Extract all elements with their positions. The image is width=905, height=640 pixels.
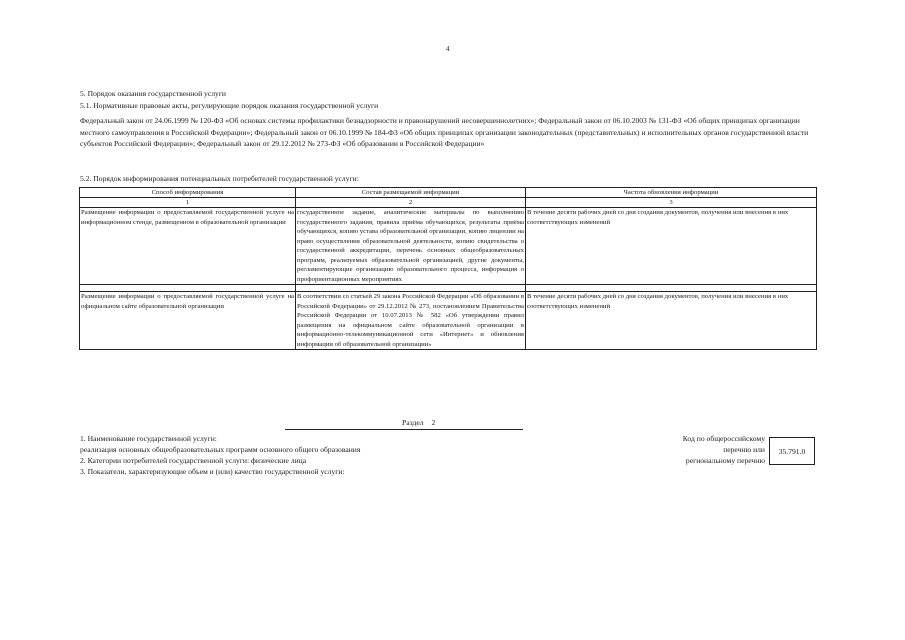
- section-heading: [402, 418, 435, 427]
- table-spacer-row: [80, 285, 817, 292]
- informing-table: [79, 187, 817, 350]
- table-header-row: [80, 188, 817, 198]
- service-name-value: реализация основных общеобразовательных программ основного общего образования: [80, 445, 361, 454]
- registry-code: 35.791.0: [778, 446, 806, 456]
- legal-acts-text: Федеральный закон от 24.06.1999 № 120-ФЗ «Об основах системы профилактики безнадзорности и правонарушений несовершеннолетних»; Федеральный закон от 06.10.2003 № 131-ФЗ «Об общих принципах организации местного самоуправления в Российской Федерации»; Федеральный закон от 06.10.1999 № 184-ФЗ «Об общих принципах организации законодательных (представительных) и исполнительных органов государственной власти субъектов Российской Федерации»; Федеральный закон от 29.12.2012 № 273-ФЗ «Об образовании в Российской Федерации»: [80, 116, 809, 148]
- code-label-line-1: Код по общероссийскому: [682, 434, 765, 443]
- table-row: [80, 208, 817, 285]
- section-divider: [285, 429, 523, 430]
- column-number: 1: [80, 198, 296, 208]
- method-cell: Размещение информации о предоставляемой государственной услуге на официальном сайте образовательной организации: [80, 292, 296, 350]
- column-number: 3: [526, 198, 817, 208]
- content-cell: В соответствии со статьей 29 закона Российской Федерации «Об образовании в Российской Федерации» от 29.12.2012 № 273, постановлением Правительства Российской Федерации от 10.07.2013 № 582 «Об утверждении правил размещения на официальном сайте образовательной организации в информационно-телекоммуникационной сети «Интернет» и обновления информации об образовательной организации»: [297, 293, 524, 348]
- consumer-category: 2. Категории потребителей государственной услуги: физические лица: [80, 456, 307, 465]
- service-name-label: 1. Наименование государственной услуги:: [80, 434, 217, 443]
- page-number: 4: [446, 45, 450, 53]
- section-5-2-title: 5.2. Порядок информирования потенциальных потребителей государственной услуги:: [80, 174, 359, 183]
- frequency-cell: В течение десяти рабочих дней со дня создания документов, получения или внесения в них соответствующих изменений: [526, 208, 817, 285]
- frequency-cell: В течение десяти рабочих дней со дня создания документов, получения или внесения в них соответствующих изменений: [526, 292, 817, 350]
- section-word: Раздел: [402, 418, 424, 427]
- header-frequency: Частота обновления информации: [526, 188, 817, 198]
- code-label-line-2: перечню или: [723, 445, 765, 454]
- header-content: Состав размещаемой информации: [296, 188, 526, 198]
- section-5-1-title: 5.1. Нормативные правовые акты, регулирующие порядок оказания государственной услуги: [80, 101, 379, 110]
- indicators-label: 3. Показатели, характеризующие объем и (или) качество государственной услуги:: [80, 467, 345, 476]
- method-cell: Размещение информации о предоставляемой государственной услуге на информационном стенде, размещенном в образовательной организации: [80, 208, 296, 285]
- section-number: 2: [431, 418, 436, 427]
- code-label-line-3: региональному перечню: [685, 456, 765, 465]
- table-row: [80, 292, 817, 350]
- table-number-row: [80, 198, 817, 208]
- column-number: 2: [296, 198, 526, 208]
- content-cell: государственное задание, аналитические материалы по выполнению государственного задания, правила приёма обучающихся, результаты приёма обучающихся, копию устава образовательной организации, копию лицензии на право осуществления образовательной деятельности, копию свидетельства о государственной аккредитации, перечень основных общеобразовательных программ, реализуемых образовательной организацией, другие документы, регламентирующие организацию образовательного процесса, информация о профориентационных мероприятиях: [297, 209, 524, 283]
- section-5-title: 5. Порядок оказания государственной услуги: [80, 89, 226, 98]
- registry-code-box: [769, 437, 815, 465]
- header-method: Способ информирования: [80, 188, 296, 198]
